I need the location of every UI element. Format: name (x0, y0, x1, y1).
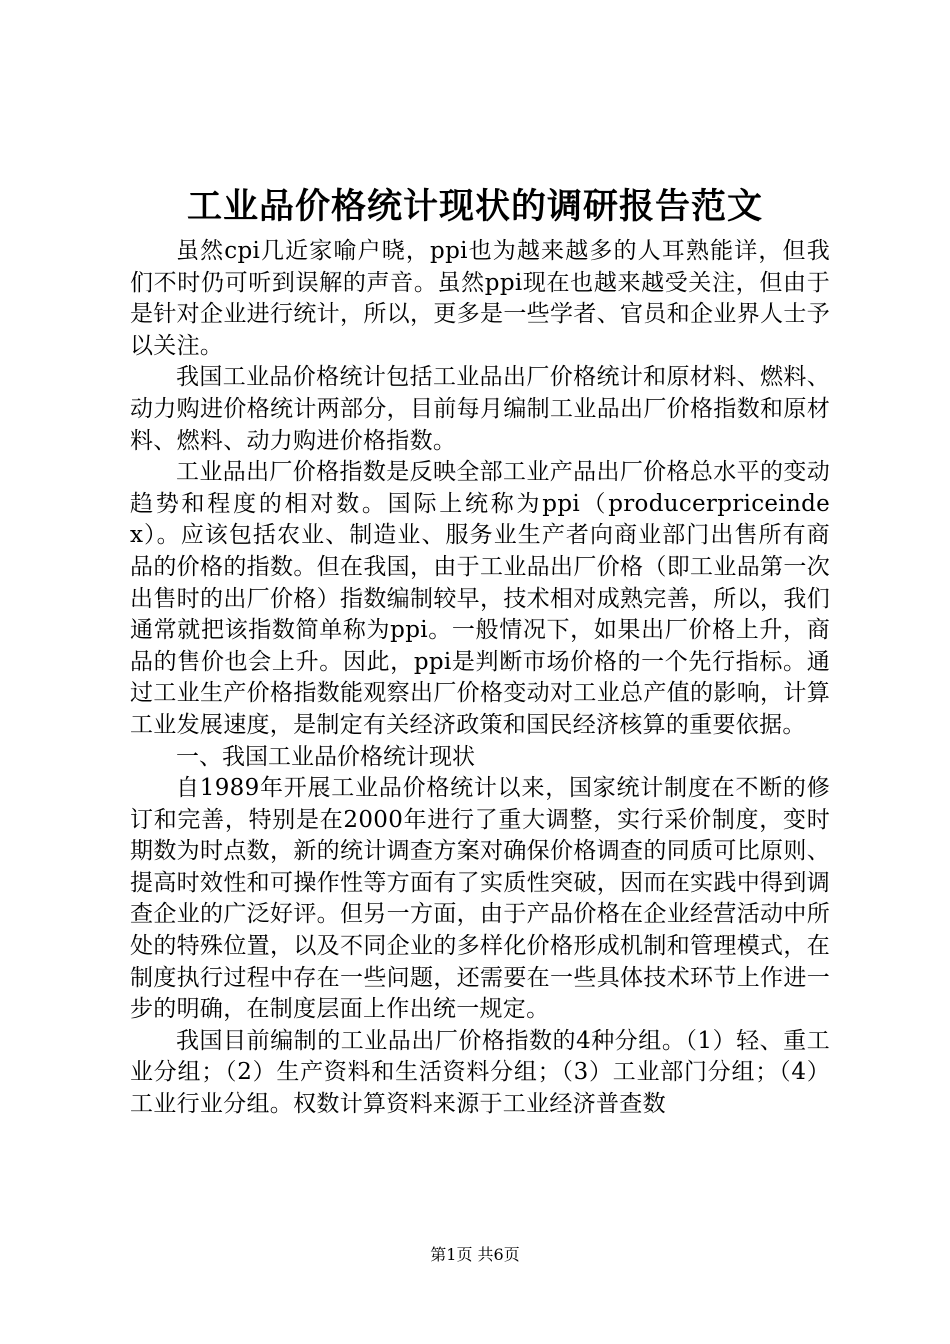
paragraph-3: 工业品出厂价格指数是反映全部工业产品出厂价格总水平的变动趋势和程度的相对数。国际上统称为ppi（producerpriceindex）。应该包括农业、制造业、服务业生产者向商业部门出售所有商品的价格的指数。但在我国，由于工业品出厂价格（即工业品第一次出售时的出厂价格）指数编制较早，技术相对成熟完善，所以，我们通常就把该指数简单称为ppi。一般情况下，如果出厂价格上升，商品的售价也会上升。因此，ppi是判断市场价格的一个先行指标。通过工业生产价格指数能观察出厂价格变动对工业总产值的影响，计算工业发展速度，是制定有关经济政策和国民经济核算的重要依据。 (130, 459, 830, 738)
paragraph-1: 虽然cpi几近家喻户晓，ppi也为越来越多的人耳熟能详，但我们不时仍可听到误解的声音。虽然ppi现在也越来越受关注，但由于是针对企业进行统计，所以，更多是一些学者、官员和企业界人士予以关注。 (130, 238, 830, 359)
document-title: 工业品价格统计现状的调研报告范文 (186, 186, 763, 227)
section-heading: 一、我国工业品价格统计现状 (176, 743, 475, 770)
document-body (130, 236, 830, 1121)
paragraph-5: 我国目前编制的工业品出厂价格指数的4种分组。（1）轻、重工业分组；（2）生产资料和生活资料分组；（3）工业部门分组；（4）工业行业分组。权数计算资料来源于工业经济普查数 (130, 1027, 830, 1118)
paragraph-2: 我国工业品价格统计包括工业品出厂价格统计和原材料、燃料、动力购进价格统计两部分，目前每月编制工业品出厂价格指数和原材料、燃料、动力购进价格指数。 (130, 364, 830, 454)
paragraph-4: 自1989年开展工业品价格统计以来，国家统计制度在不断的修订和完善，特别是在2000年进行了重大调整，实行采价制度，变时期数为时点数，新的统计调查方案对确保价格调查的同质可比原则、提高时效性和可操作性等方面有了实质性突破，因而在实践中得到调查企业的广泛好评。但另一方面，由于产品价格在企业经营活动中所处的特殊位置，以及不同企业的多样化价格形成机制和管理模式，在制度执行过程中存在一些问题，还需要在一些具体技术环节上作进一步的明确，在制度层面上作出统一规定。 (130, 775, 830, 1023)
page-footer: 第1页 共6页 (430, 1245, 520, 1264)
